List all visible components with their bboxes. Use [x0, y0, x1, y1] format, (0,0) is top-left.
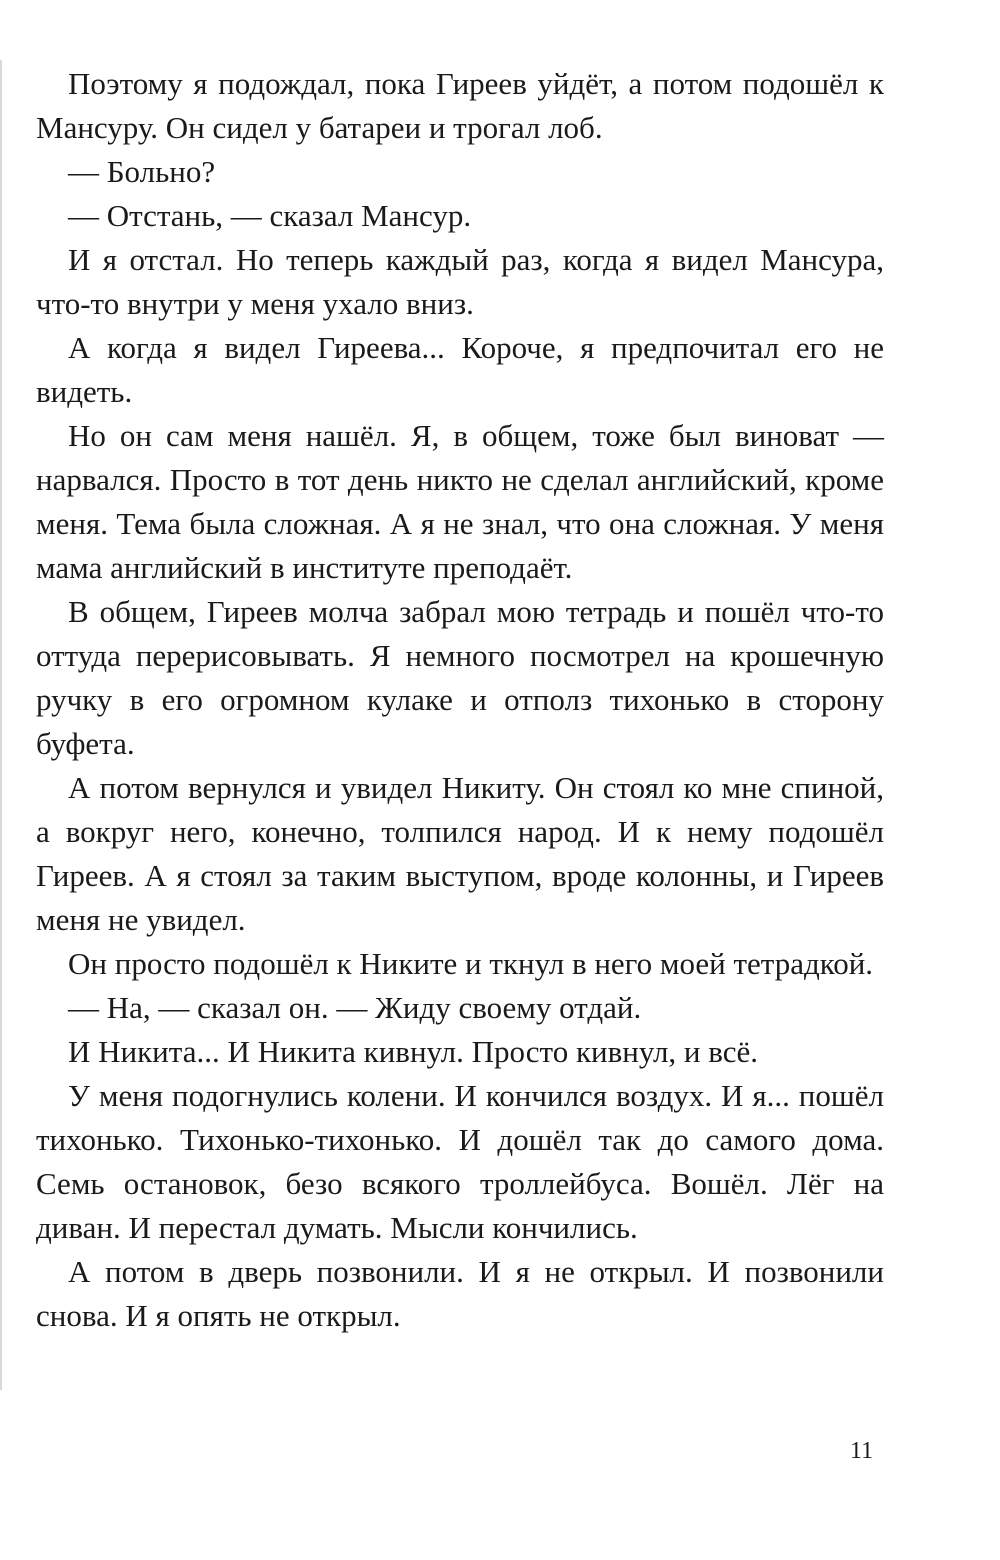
paragraph: Но он сам меня нашёл. Я, в общем, тоже был виноват — нарвался. Просто в тот день никто не сделал английский, кроме меня. Тема была сложная. А я не знал, что она сложная. У меня мама английский в институте преподаёт.	[36, 418, 884, 585]
paragraph: Он просто подошёл к Никите и ткнул в него моей тетрадкой.	[68, 946, 874, 981]
page-number: 11	[850, 1438, 874, 1464]
paragraph: А когда я видел Гиреева... Короче, я предпочитал его не видеть.	[36, 330, 884, 409]
paragraph: У меня подогнулись колени. И кончился воздух. И я... пошёл тихонько. Тихонько-тихонько. И дошёл так до самого дома. Семь остановок, безо всякого троллейбуса. Вошёл. Лёг на диван. И перестал думать. Мысли кончились.	[36, 1078, 884, 1245]
paragraph: — На, — сказал он. — Жиду своему отдай.	[68, 990, 642, 1025]
paragraph: Поэтому я подождал, пока Гиреев уйдёт, а потом подошёл к Мансуру. Он сидел у батареи и трогал лоб.	[36, 66, 884, 145]
paragraph: И Никита... И Никита кивнул. Просто кивнул, и всё.	[68, 1034, 758, 1069]
paragraph: А потом в дверь позвонили. И я не открыл. И позвонили снова. И я опять не открыл.	[36, 1254, 884, 1333]
paragraph: — Больно?	[68, 154, 216, 189]
paragraph: И я отстал. Но теперь каждый раз, когда я видел Мансура, что-то внутри у меня ухало вниз.	[36, 242, 884, 321]
page-edge-shadow	[0, 60, 2, 1390]
paragraph: — Отстань, — сказал Мансур.	[68, 198, 472, 233]
paragraph: В общем, Гиреев молча забрал мою тетрадь и пошёл что-то оттуда перерисовывать. Я немного посмотрел на крошечную ручку в его огромном кулаке и отполз тихонько в сторону буфета.	[36, 594, 884, 761]
paragraph: А потом вернулся и увидел Никиту. Он стоял ко мне спиной, а вокруг него, конечно, толпился народ. И к нему подошёл Гиреев. А я стоял за таким выступом, вроде колонны, и Гиреев меня не увидел.	[36, 770, 884, 937]
body-text	[36, 62, 884, 1338]
